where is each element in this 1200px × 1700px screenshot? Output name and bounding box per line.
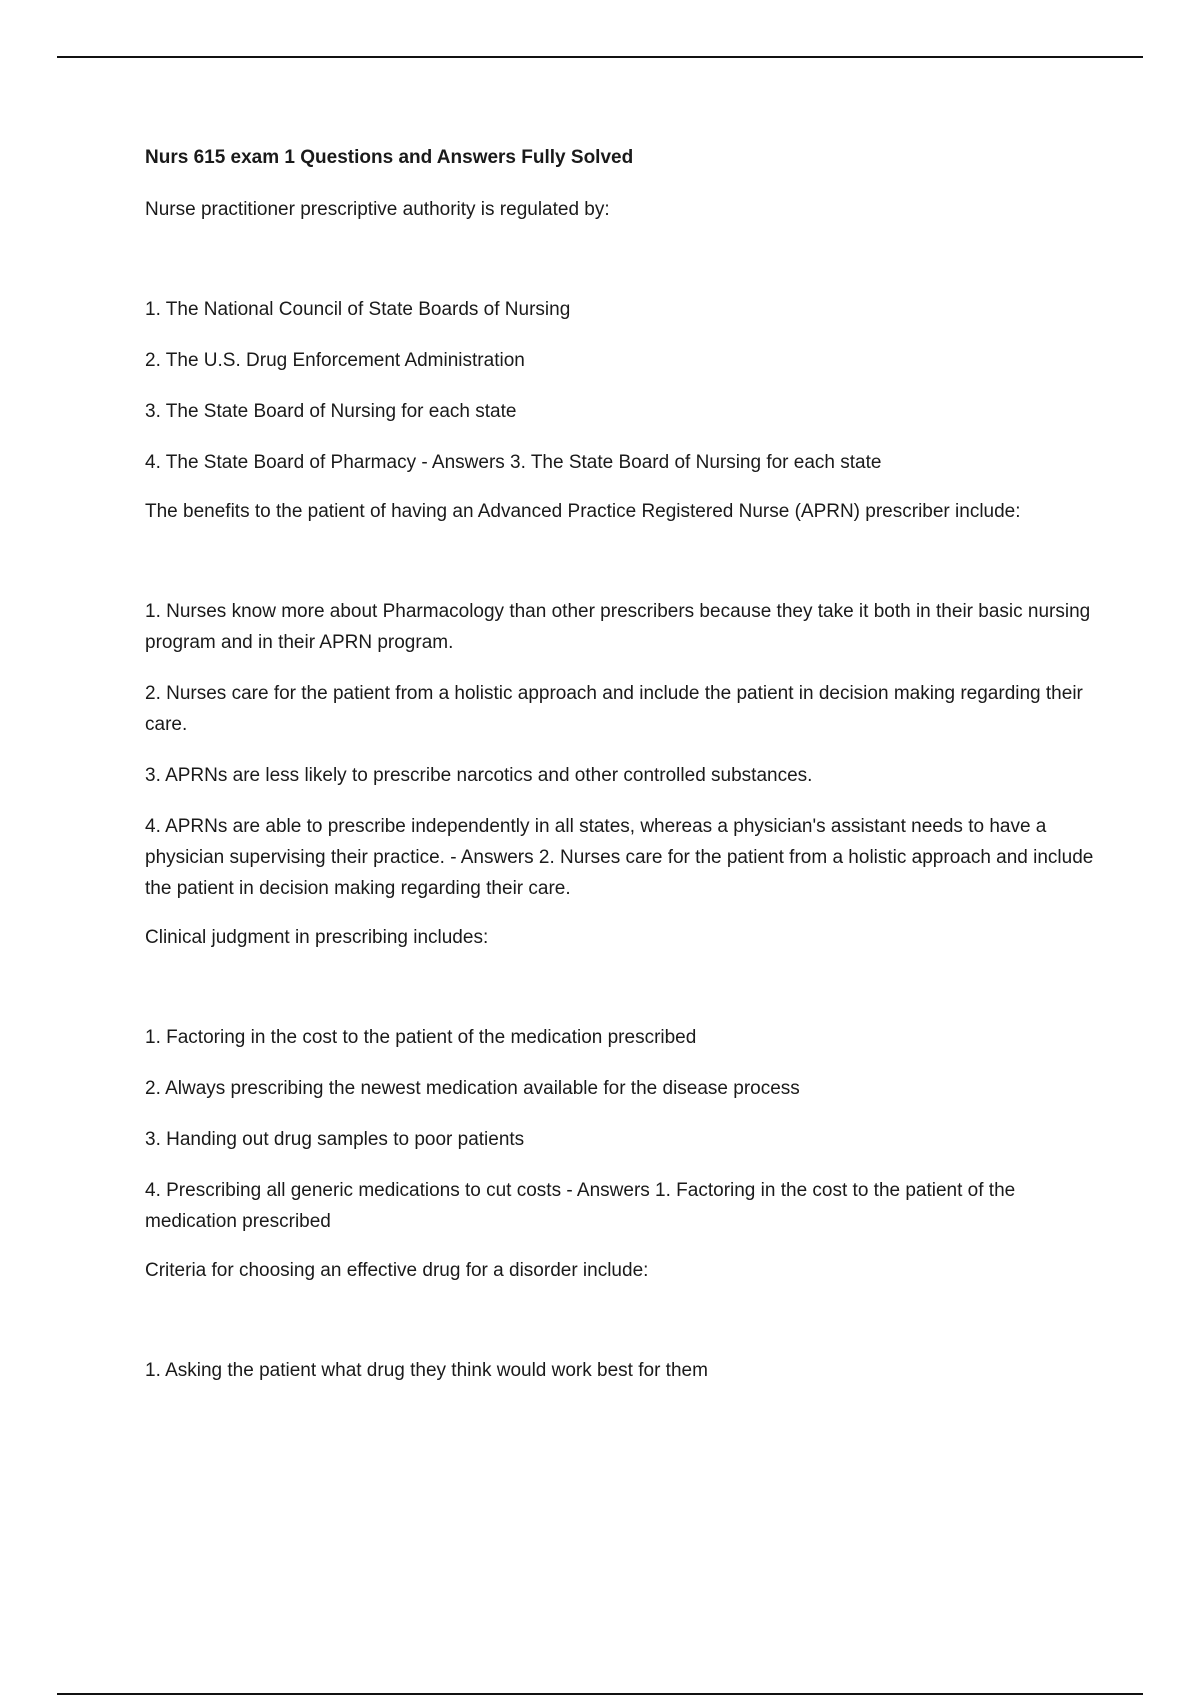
question-3 — [145, 922, 1095, 1237]
answer-option: 3. The State Board of Nursing for each state — [145, 401, 517, 422]
answer-option: 3. APRNs are less likely to prescribe narcotics and other controlled substances. — [145, 765, 813, 786]
answer-option: 4. Prescribing all generic medications to cut costs - Answers 1. Factoring in the cost to the patient of the medication prescribed — [145, 1180, 1016, 1232]
question-spacer — [145, 225, 1095, 294]
question-spacer — [145, 953, 1095, 1022]
question-2 — [145, 496, 1095, 904]
answer-option: 2. Always prescribing the newest medication available for the disease process — [145, 1078, 800, 1099]
question-spacer — [145, 527, 1095, 596]
answer-option: 1. Factoring in the cost to the patient of the medication prescribed — [145, 1027, 697, 1048]
answer-option: 3. Handing out drug samples to poor patients — [145, 1129, 525, 1150]
answer-option: 4. APRNs are able to prescribe independently in all states, whereas a physician's assistant needs to have a physician supervising their practice. - Answers 2. Nurses care for the patient from a holistic approach and include the patient in decision making regarding their care. — [145, 816, 1094, 899]
answer-option: 4. The State Board of Pharmacy - Answers 3. The State Board of Nursing for each state — [145, 452, 882, 473]
question-spacer — [145, 1286, 1095, 1355]
question-1 — [145, 194, 1095, 478]
question-stem: The benefits to the patient of having an Advanced Practice Registered Nurse (APRN) prescriber include: — [145, 501, 1021, 522]
answer-option: 2. The U.S. Drug Enforcement Administration — [145, 350, 525, 371]
document-title: Nurs 615 exam 1 Questions and Answers Fully Solved — [145, 147, 634, 168]
answer-option: 1. Nurses know more about Pharmacology than other prescribers because they take it both in their basic nursing program and in their APRN program. — [145, 601, 1091, 653]
question-stem: Clinical judgment in prescribing includes: — [145, 927, 489, 948]
document-body — [145, 144, 1095, 1406]
footer-rule — [57, 1693, 1143, 1695]
answer-option: 2. Nurses care for the patient from a holistic approach and include the patient in decision making regarding their care. — [145, 683, 1083, 735]
answer-option: 1. The National Council of State Boards of Nursing — [145, 299, 571, 320]
question-stem: Criteria for choosing an effective drug for a disorder include: — [145, 1260, 649, 1281]
answer-option: 1. Asking the patient what drug they think would work best for them — [145, 1360, 708, 1381]
question-4 — [145, 1255, 1095, 1386]
header-rule — [57, 56, 1143, 58]
question-stem: Nurse practitioner prescriptive authority is regulated by: — [145, 199, 610, 220]
